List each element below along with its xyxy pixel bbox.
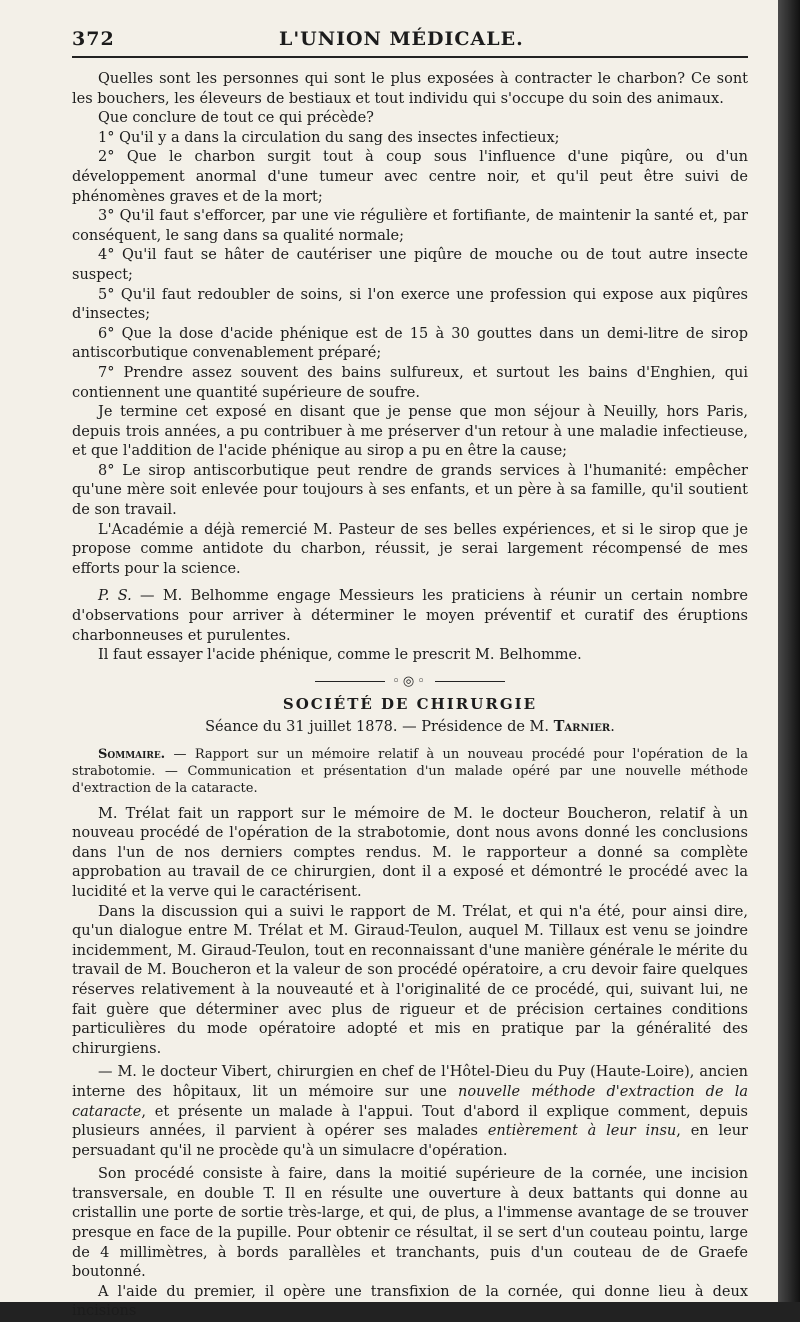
postscript xyxy=(72,587,748,646)
list-item: 2° Que le charbon surgit tout à coup sous l'influence d'une piqûre, ou d'un développement anormal d'une tumeur avec centre noir, et qu'il peut être suivi de phénomènes graves et de la mort; xyxy=(72,149,748,205)
seance-suffix: . xyxy=(610,719,615,735)
paragraph: Dans la discussion qui a suivi le rapport de M. Trélat, et qui n'a été, pour ainsi dire, qu'un dialogue entre M. Trélat et M. Giraud-Teulon, auquel M. Tillaux est venu se joindre incidemment, M. Giraud-Teulon, tout en reconnaissant d'une manière générale le mérite du travail de M. Boucheron et la valeur de son procédé opératoire, a cru devoir faire quelques réserves relativement à la nouveauté et à l'originalité de ce procédé, qui, suivant lui, ne fait guère que déterminer avec plus de rigueur et de précision certaines conditions particulières du mode opératoire adopté et mis en pratique par la généralité des chirurgiens. xyxy=(72,903,748,1057)
seance-line xyxy=(72,717,748,738)
postscript-text: — M. Belhomme engage Messieurs les praticiens à réunir un certain nombre d'observations pour arriver à déterminer le moyen préventif et curatif des éruptions charbonneuses et purulentes. xyxy=(72,588,748,644)
paragraph: Que conclure de tout ce qui précède? xyxy=(98,110,374,127)
sommaire-label: Sommaire. xyxy=(98,746,166,762)
list-item: 7° Prendre assez souvent des bains sulfureux, et surtout les bains d'Enghien, qui contiennent une quantité supérieure de soufre. xyxy=(72,364,748,401)
page-header xyxy=(72,28,748,58)
postscript-label: P. S. xyxy=(98,588,132,605)
paragraph: A l'aide du premier, il opère une transfixion de la cornée, qui donne lieu à deux incisions xyxy=(72,1283,748,1320)
president-name: Tarnier xyxy=(553,718,611,735)
text-span: , et présente un malade à l'appui. Tout d'abord il explique comment, depuis plusieurs années, il parvient à opérer ses malades xyxy=(72,1103,748,1140)
text-span: — M. le docteur Vibert, chirurgien en chef de l'Hôtel-Dieu du Puy (Haute-Loire), ancien interne des hôpitaux, lit un mémoire sur une xyxy=(72,1064,748,1100)
postscript-closing: Il faut essayer l'acide phénique, comme le prescrit M. Belhomme. xyxy=(98,647,582,664)
italic-span: entièrement à leur insu xyxy=(487,1123,677,1140)
list-item: 6° Que la dose d'acide phénique est de 15 à 30 gouttes dans un demi-litre de sirop antiscorbutique convenablement préparé; xyxy=(72,325,748,362)
section-divider-ornament: ◦◎◦ xyxy=(72,672,748,692)
italic-span: nouvelle méthode d'extraction de la cataracte xyxy=(72,1083,748,1120)
article-body xyxy=(72,70,748,1322)
list-item: 1° Qu'il y a dans la circulation du sang des insectes infectieux; xyxy=(98,129,560,146)
journal-title: L'UNION MÉDICALE. xyxy=(278,28,524,50)
book-binding-edge xyxy=(778,0,800,1302)
paragraph: Je termine cet exposé en disant que je pense que mon séjour à Neuilly, hors Paris, depuis trois années, a pu contribuer à me préserver d'un retour à une maladie infectieuse, et que l'addition de l'acide phénique au sirop a pu en être la cause; xyxy=(72,404,748,460)
list-item: 5° Qu'il faut redoubler de soins, si l'on exerce une profession qui expose aux piqûres d'insectes; xyxy=(72,286,748,323)
sommaire xyxy=(72,746,748,797)
list-item: 8° Le sirop antiscorbutique peut rendre de grands services à l'humanité: empêcher qu'une mère soit enlevée pour toujours à ses enfants, et un père à sa famille, qu'il soutient de son travail. xyxy=(72,462,748,519)
paragraph: Son procédé consiste à faire, dans la moitié supérieure de la cornée, une incision transversale, en double T. Il en résulte une ouverture à deux battants qui donne au cristallin une porte de sortie très-large, et qui, de plus, a l'immense avantage de se trouver presque en face de la pupille. Pour obtenir ce résultat, il se sert d'un couteau pointu, large de 4 millimètres, à bords parallèles et tranchants, puis d'un couteau de de Graefe boutonné. xyxy=(72,1166,748,1281)
seance-prefix: Séance du 31 juillet 1878. — Présidence de M. xyxy=(205,719,554,735)
text-span: , en leur persuadant qu'il ne procède qu'à un simulacre d'opération. xyxy=(72,1123,748,1159)
section-title: SOCIÉTÉ DE CHIRURGIE xyxy=(282,695,538,714)
paragraph-vibert xyxy=(72,1063,748,1161)
paragraph: M. Trélat fait un rapport sur le mémoire de M. le docteur Boucheron, relatif à un nouveau procédé de l'opération de la strabotomie, dont nous avons donné les conclusions dans l'un de nos derniers comptes rendus. M. le rapporteur a donné sa complète approbation au travail de ce chirurgien, dont il a exposé et démontré le procédé avec la lucidité et la verve qui le caractérisent. xyxy=(72,805,748,900)
paragraph: L'Académie a déjà remercié M. Pasteur de ses belles expériences, et si le sirop que je propose comme antidote du charbon, réussit, je serai largement récompensé de mes efforts pour la science. xyxy=(72,521,748,577)
page-number: 372 xyxy=(72,28,115,50)
paragraph: Quelles sont les personnes qui sont le plus exposées à contracter le charbon? Ce sont les bouchers, les éleveurs de bestiaux et tout individu qui s'occupe du soin des animaux. xyxy=(72,71,748,107)
list-item: 4° Qu'il faut se hâter de cautériser une piqûre de mouche ou de tout autre insecte suspect; xyxy=(72,247,748,283)
sommaire-text: — Rapport sur un mémoire relatif à un nouveau procédé pour l'opération de la strabotomie. — Communication et présentation d'un malade opéré par une nouvelle méthode d'extraction de la cataracte. xyxy=(72,746,748,796)
list-item: 3° Qu'il faut s'efforcer, par une vie régulière et fortifiante, de maintenir la santé et, par conséquent, le sang dans sa qualité normale; xyxy=(72,208,748,244)
